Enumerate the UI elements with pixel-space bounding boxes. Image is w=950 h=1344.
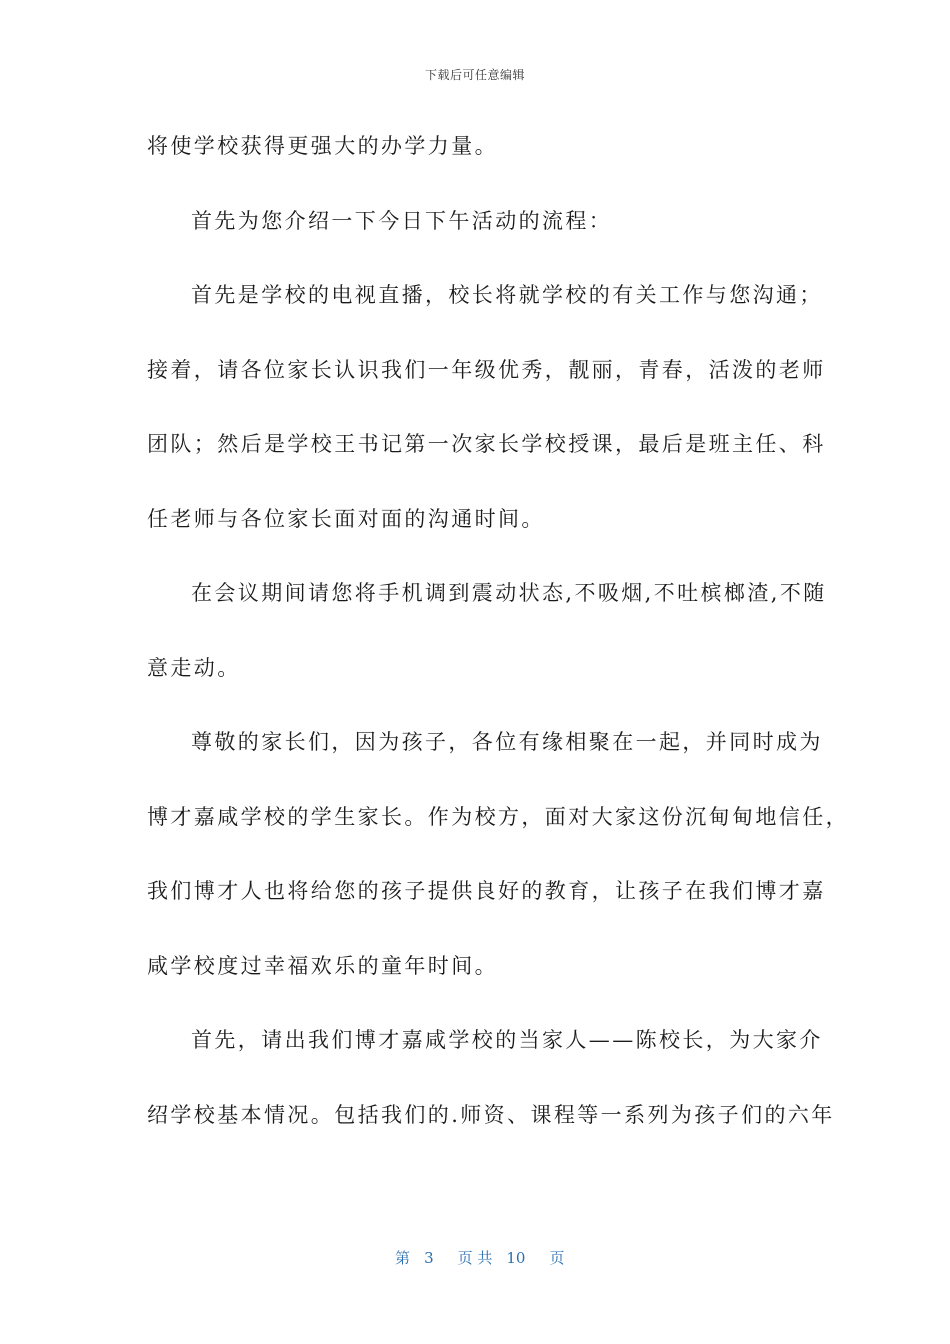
total-pages: 10 bbox=[506, 1249, 526, 1267]
document-body bbox=[147, 124, 849, 1167]
text-line: 团队；然后是学校王书记第一次家长学校授课，最后是班主任、科 bbox=[147, 432, 826, 456]
text-line: 任老师与各位家长面对面的沟通时间。 bbox=[147, 506, 545, 531]
text-line: 首先是学校的电视直播，校长将就学校的有关工作与您沟通； bbox=[191, 283, 823, 307]
page-footer bbox=[0, 1229, 950, 1268]
text-line: 在会议期间请您将手机调到震动状态,不吸烟,不吐槟榔渣,不随 bbox=[191, 581, 827, 605]
text-line: 我们博才人也将给您的孩子提供良好的教育，让孩子在我们博才嘉 bbox=[147, 879, 826, 903]
text-line: 首先，请出我们博才嘉咸学校的当家人——陈校长，为大家介 bbox=[191, 1028, 823, 1052]
text-line: 尊敬的家长们，因为孩子，各位有缘相聚在一起，并同时成为 bbox=[191, 730, 823, 754]
text-line: 首先为您介绍一下今日下午活动的流程： bbox=[191, 208, 613, 233]
text-line: 将使学校获得更强大的办学力量。 bbox=[147, 134, 498, 158]
page-prefix: 第 bbox=[395, 1249, 411, 1267]
text-line: 接着，请各位家长认识我们一年级优秀，靓丽，青春，活泼的老师 bbox=[147, 357, 826, 382]
page-number: 3 bbox=[424, 1249, 434, 1267]
page-header: 下载后可任意编辑 bbox=[424, 68, 525, 82]
text-line: 博才嘉咸学校的学生家长。作为校方，面对大家这份沉甸甸地信任， bbox=[147, 804, 849, 829]
page-suffix: 页 bbox=[549, 1249, 565, 1267]
text-line: 咸学校度过幸福欢乐的童年时间。 bbox=[147, 953, 498, 978]
text-line: 意走动。 bbox=[147, 655, 241, 680]
text-line: 绍学校基本情况。包括我们的.师资、课程等一系列为孩子们的六年 bbox=[147, 1102, 835, 1127]
page-mid: 页 共 bbox=[457, 1249, 493, 1267]
